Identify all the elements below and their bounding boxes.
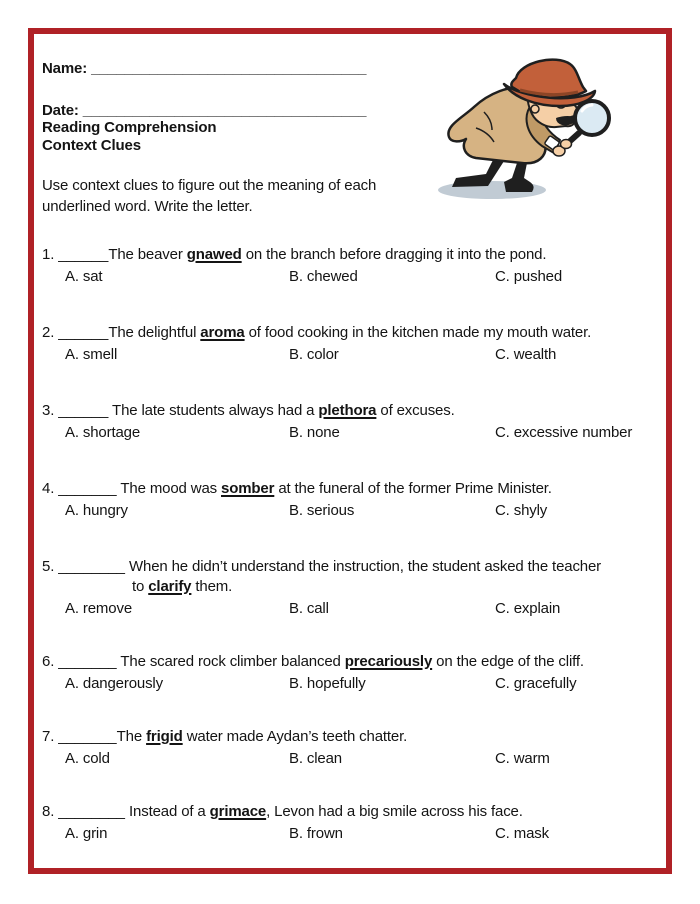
question-text-post: , Levon had a big smile across his face.	[266, 803, 523, 820]
answer-blank: _______	[58, 480, 117, 497]
question-text-post: at the funeral of the former Prime Minister.	[274, 480, 552, 497]
question-sentence	[42, 727, 660, 747]
underlined-keyword: frigid	[146, 728, 183, 745]
option-a: A. sat	[65, 268, 103, 285]
option-b: B. serious	[289, 502, 355, 519]
option-b: B. call	[289, 600, 329, 617]
options-row	[42, 599, 660, 619]
options-row	[42, 749, 660, 769]
option-b: B. color	[289, 346, 339, 363]
option-a: A. dangerously	[65, 675, 163, 692]
question-number: 4.	[42, 480, 55, 497]
question-4	[42, 479, 660, 521]
option-c: C. gracefully	[495, 675, 577, 692]
question-text-pre: The delightful	[108, 324, 201, 341]
question-text-post: of food cooking in the kitchen made my mouth water.	[244, 324, 592, 341]
question-text-pre: When he didn’t understand the instruction, the student asked the teacher	[125, 558, 602, 575]
question-number: 8.	[42, 803, 55, 820]
options-row	[42, 824, 660, 844]
question-text-pre: The scared rock climber balanced	[116, 653, 345, 670]
question-number: 2.	[42, 324, 55, 341]
question-text-pre: The late students always had a	[108, 402, 319, 419]
option-c: C. pushed	[495, 268, 563, 285]
option-b: B. hopefully	[289, 675, 366, 692]
detective-illustration	[432, 54, 622, 209]
question-sentence	[42, 652, 660, 672]
options-row	[42, 674, 660, 694]
question-number: 7.	[42, 728, 55, 745]
option-a: A. remove	[65, 600, 133, 617]
question-text-post: water made Aydan’s teeth chatter.	[182, 728, 408, 745]
worksheet-page	[28, 28, 672, 874]
question-text-pre: Instead of a	[125, 803, 210, 820]
answer-blank: ________	[58, 803, 125, 820]
option-c: C. explain	[495, 600, 561, 617]
option-a: A. smell	[65, 346, 118, 363]
option-c: C. shyly	[495, 502, 548, 519]
question-list	[42, 245, 660, 844]
question-text-post: on the branch before dragging it into the pond.	[241, 246, 547, 263]
question-sentence	[42, 802, 660, 822]
answer-blank: ______	[58, 246, 109, 263]
underlined-keyword: aroma	[200, 324, 245, 341]
question-text-pre: The mood was	[116, 480, 221, 497]
question-2	[42, 323, 660, 365]
option-b: B. chewed	[289, 268, 358, 285]
option-b: B. frown	[289, 825, 343, 842]
option-c: C. excessive number	[495, 424, 633, 441]
answer-blank: _______	[58, 728, 117, 745]
instructions-line1: Use context clues to figure out the meaning of each	[42, 177, 377, 194]
worksheet-content	[34, 34, 666, 868]
option-c: C. wealth	[495, 346, 557, 363]
question-5	[42, 557, 660, 619]
question-sentence	[42, 401, 660, 421]
option-a: A. shortage	[65, 424, 141, 441]
instructions-line2: underlined word. Write the letter.	[42, 198, 253, 215]
underlined-keyword: grimace	[209, 803, 267, 820]
worksheet-title-line1: Reading Comprehension	[42, 119, 217, 136]
worksheet-title-line2: Context Clues	[42, 137, 141, 154]
option-c: C. warm	[495, 750, 550, 767]
question-number: 1.	[42, 246, 55, 263]
option-a: A. hungry	[65, 502, 128, 519]
options-row	[42, 345, 660, 365]
question-text-line2-pre: to	[132, 578, 149, 595]
question-sentence	[42, 323, 660, 343]
question-number: 3.	[42, 402, 55, 419]
question-7	[42, 727, 660, 769]
options-row	[42, 501, 660, 521]
options-row	[42, 267, 660, 287]
instructions	[42, 175, 442, 217]
name-label: Name:	[42, 60, 88, 77]
options-row	[42, 423, 660, 443]
question-text-pre: The	[116, 728, 147, 745]
question-6	[42, 652, 660, 694]
date-label: Date:	[42, 102, 79, 119]
option-a: A. grin	[65, 825, 108, 842]
underlined-keyword: plethora	[318, 402, 377, 419]
question-sentence-line2	[42, 577, 660, 597]
option-b: B. none	[289, 424, 340, 441]
underlined-keyword: gnawed	[186, 246, 242, 263]
question-text-post: of excuses.	[376, 402, 455, 419]
question-sentence	[42, 479, 660, 499]
question-1	[42, 245, 660, 287]
option-b: B. clean	[289, 750, 342, 767]
answer-blank: ______	[58, 324, 109, 341]
underlined-keyword: precariously	[344, 653, 433, 670]
question-number: 5.	[42, 558, 55, 575]
question-text-post: on the edge of the cliff.	[432, 653, 584, 670]
question-text-post: them.	[191, 578, 233, 595]
question-number: 6.	[42, 653, 55, 670]
question-3	[42, 401, 660, 443]
detective-magnifying-glass-icon	[432, 54, 622, 209]
question-text-pre: The beaver	[108, 246, 187, 263]
underlined-keyword: clarify	[148, 578, 192, 595]
answer-blank: ______	[58, 402, 109, 419]
question-sentence-line1	[42, 557, 660, 577]
option-a: A. cold	[65, 750, 110, 767]
question-sentence	[42, 245, 660, 265]
question-8	[42, 802, 660, 844]
option-c: C. mask	[495, 825, 549, 842]
name-blank: _________________________________	[91, 60, 367, 77]
underlined-keyword: somber	[221, 480, 275, 497]
answer-blank: ________	[58, 558, 125, 575]
date-blank: __________________________________	[82, 102, 367, 119]
answer-blank: _______	[58, 653, 117, 670]
